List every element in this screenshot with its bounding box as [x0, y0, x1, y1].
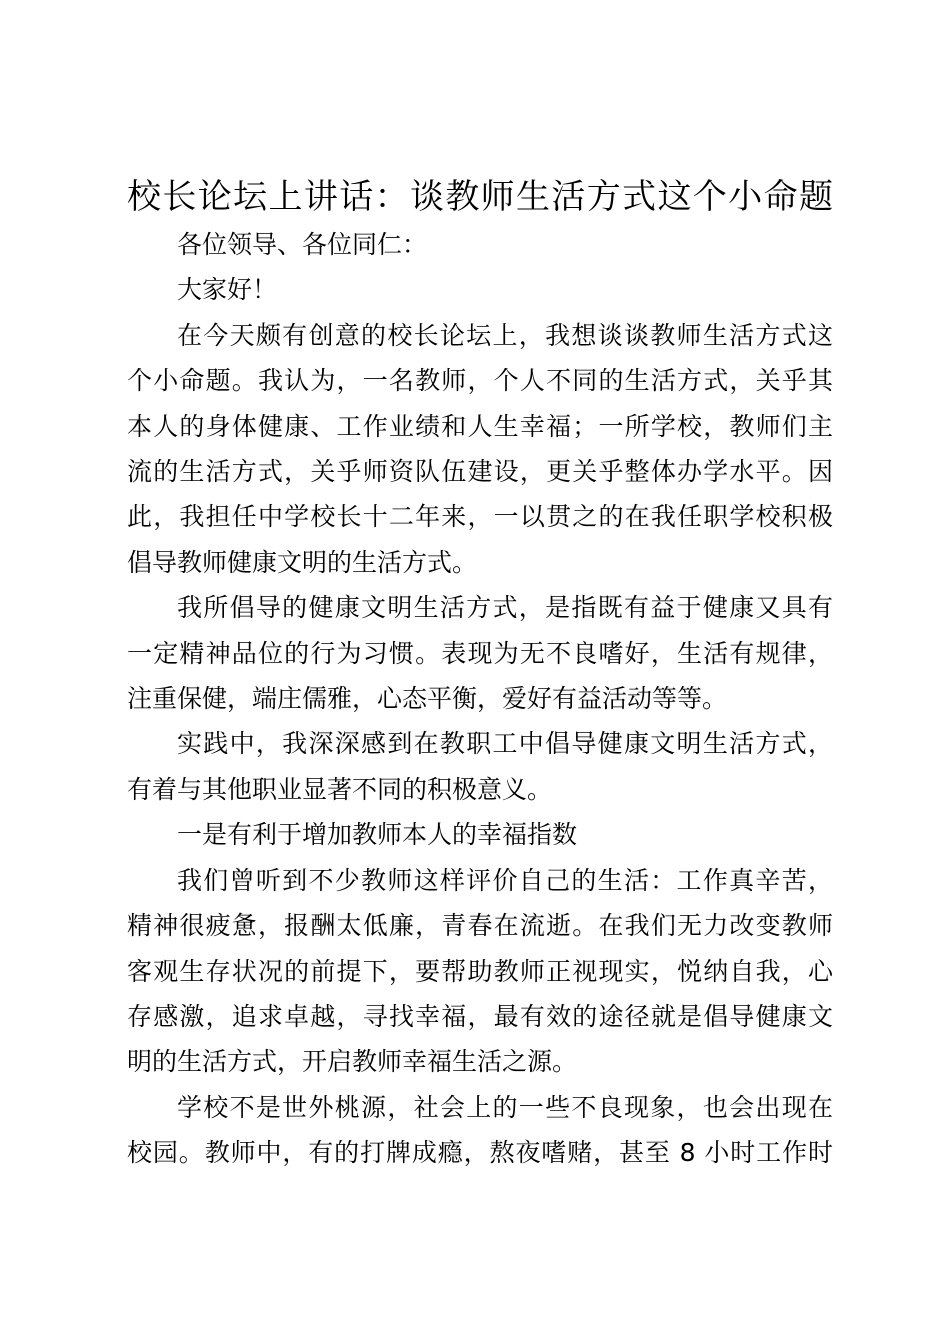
- text-line: 一是有利于增加教师本人的幸福指数: [177, 820, 578, 850]
- greeting-paragraph: [127, 267, 833, 312]
- text-line: 流的生活方式，关乎师资队伍建设，更关乎整体办学水平。因: [127, 457, 833, 487]
- document-page: [127, 172, 833, 1176]
- body-paragraph: [127, 858, 833, 1085]
- document-title: 校长论坛上讲话：谈教师生活方式这个小命题: [127, 177, 833, 217]
- text-line: 存感激，追求卓越，寻找幸福，最有效的途径就是倡导健康文: [127, 1001, 833, 1031]
- text-line: 精神很疲惫，报酬太低廉，青春在流逝。在我们无力改变教师: [127, 911, 833, 941]
- text-line: 本人的身体健康、工作业绩和人生幸福；一所学校，教师们主: [127, 411, 833, 441]
- body-paragraph: [127, 721, 833, 812]
- text-line: 在今天颇有创意的校长论坛上，我想谈谈教师生活方式这: [177, 320, 833, 350]
- body-paragraph: [127, 313, 833, 585]
- text-line: 实践中，我深深感到在教职工中倡导健康文明生活方式，: [177, 729, 833, 759]
- text-line: 注重保健，端庄儒雅，心态平衡，爱好有益活动等等。: [127, 684, 728, 714]
- body-paragraph: [127, 585, 833, 721]
- text-line: 各位领导、各位同仁：: [177, 230, 428, 259]
- text-line: 此，我担任中学校长十二年来，一以贯之的在我任职学校积极: [127, 502, 833, 532]
- text-line: 校园。教师中，有的打牌成瘾，熬夜嗜赌，甚至 8 小时工作时: [127, 1138, 833, 1168]
- text-line: 有着与其他职业显著不同的积极意义。: [127, 774, 553, 804]
- text-line: 一定精神品位的行为习惯。表现为无不良嗜好，生活有规律，: [127, 638, 833, 668]
- body-paragraph: [127, 1085, 833, 1176]
- text-line: 明的生活方式，开启教师幸福生活之源。: [127, 1047, 578, 1077]
- text-line: 倡导教师健康文明的生活方式。: [127, 547, 478, 577]
- text-line: 大家好！: [177, 275, 278, 305]
- text-line: 学校不是世外桃源，社会上的一些不良现象，也会出现在: [177, 1092, 833, 1122]
- text-line: 我们曾听到不少教师这样评价自己的生活：工作真辛苦，: [177, 865, 833, 895]
- salutation-paragraph: [127, 222, 833, 267]
- text-line: 我所倡导的健康文明生活方式，是指既有益于健康又具有: [177, 593, 833, 623]
- text-line: 个小命题。我认为，一名教师，个人不同的生活方式，关乎其: [127, 366, 833, 396]
- section-heading: [127, 812, 833, 857]
- text-line: 客观生存状况的前提下，要帮助教师正视现实，悦纳自我，心: [127, 956, 833, 986]
